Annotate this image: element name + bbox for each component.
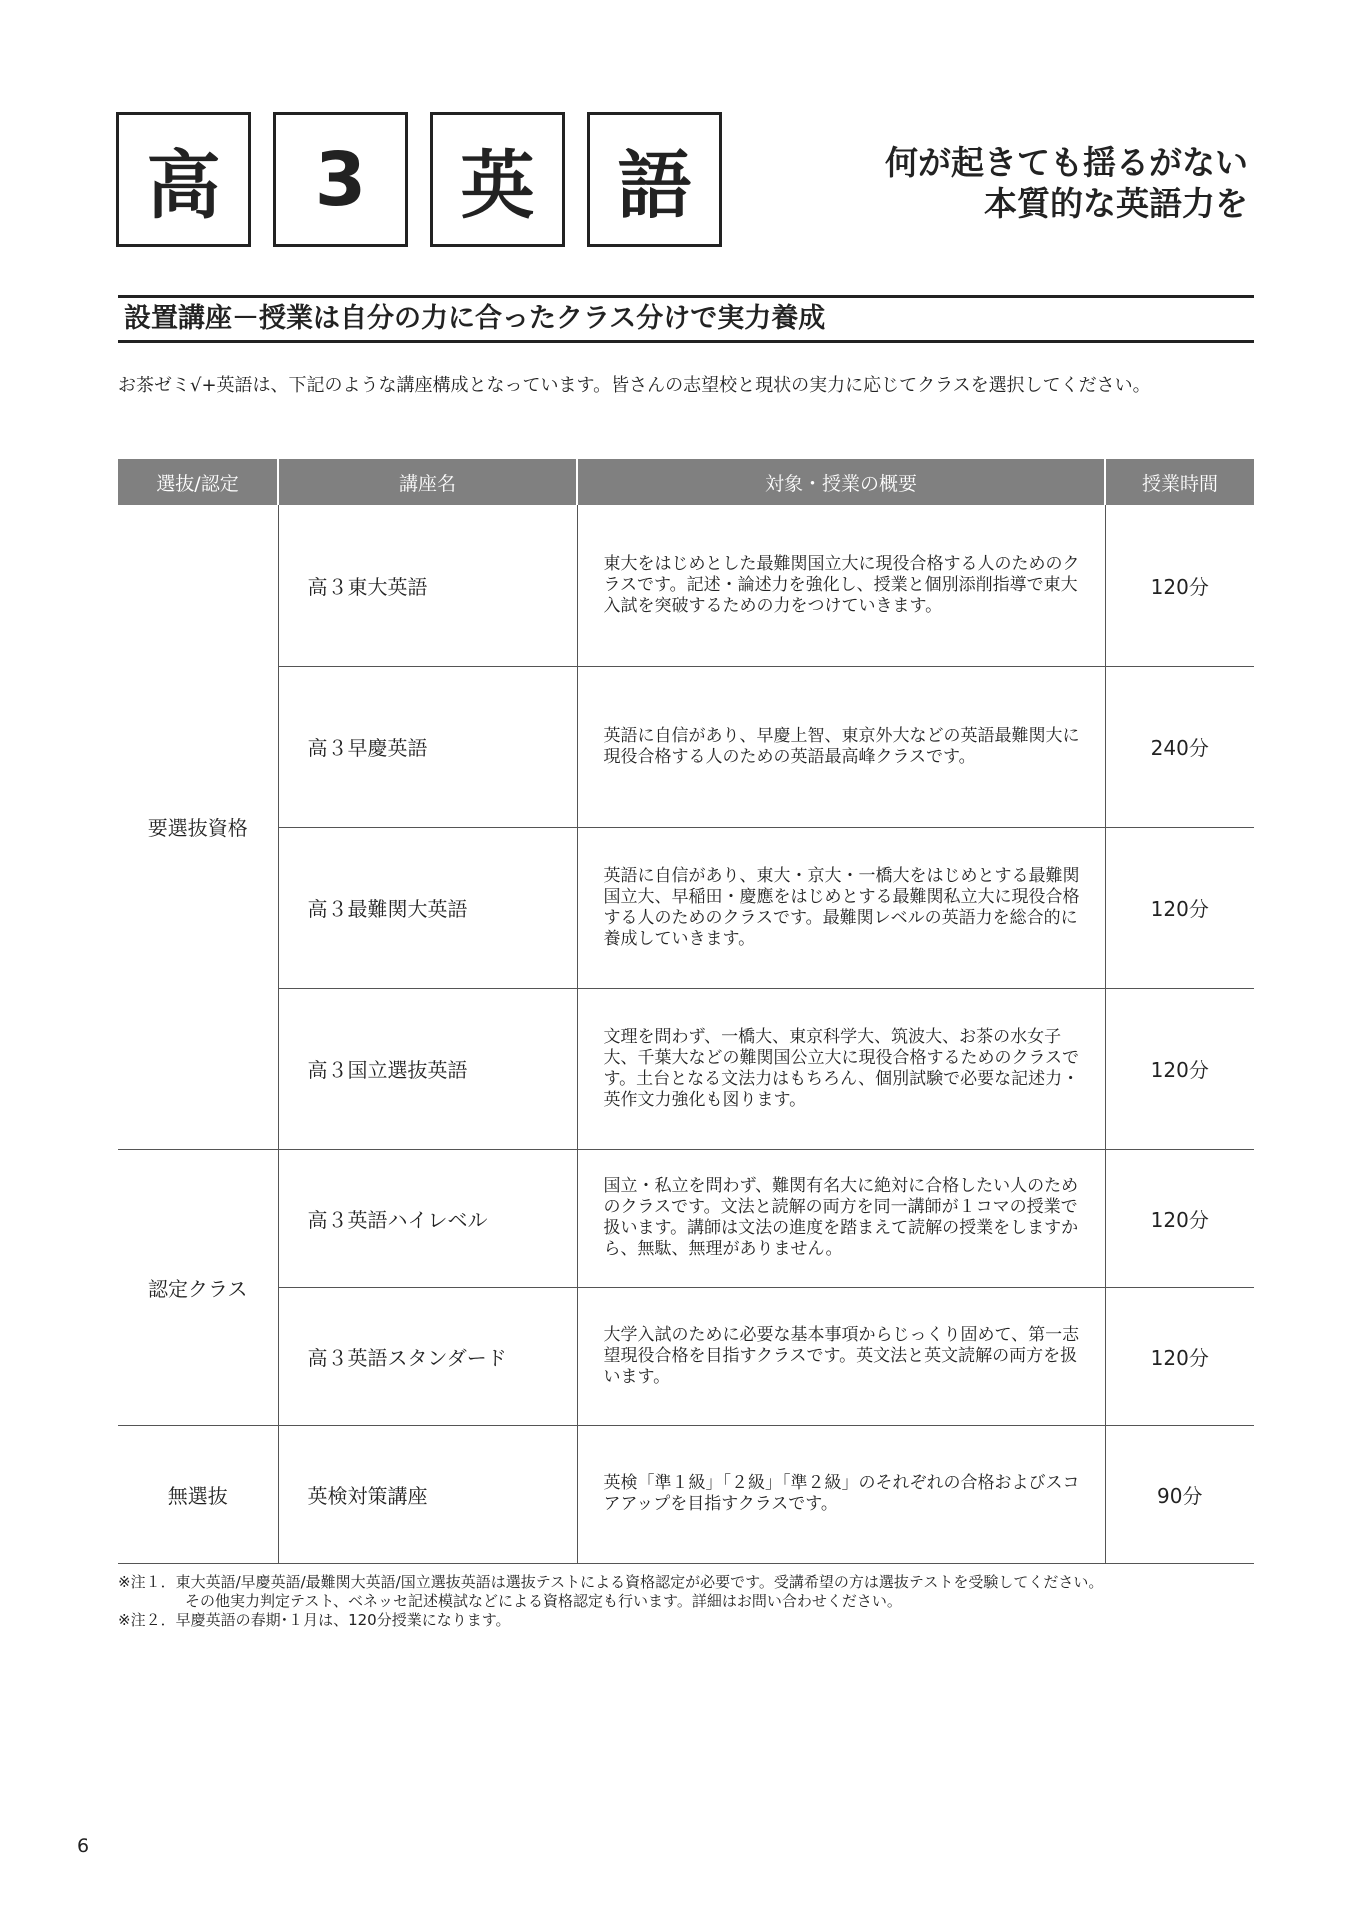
table-row [118, 1287, 1254, 1425]
header-overview: 対象・授業の概要 [577, 459, 1105, 505]
course-description-cell: 国立・私立を問わず、難関有名大に絶対に合格したい人のためのクラスです。文法と読解の両方を同一講師が１コマの授業で扱います。講師は文法の進度を踏まえて読解の授業をしますから、無駄、無理がありません。 [577, 1149, 1105, 1287]
title-boxes [116, 112, 722, 247]
selection-cell: 無選抜 [118, 1425, 278, 1563]
course-time-cell: 120分 [1105, 1149, 1254, 1287]
table-header-row [118, 459, 1254, 505]
page-number: 6 [77, 1835, 90, 1857]
course-table [118, 459, 1254, 1564]
course-name-cell: 高３国立選抜英語 [278, 988, 577, 1149]
course-time-cell: 120分 [1105, 827, 1254, 988]
table-row [118, 666, 1254, 827]
course-time-cell: 120分 [1105, 1287, 1254, 1425]
course-time-cell: 120分 [1105, 505, 1254, 666]
table-row [118, 1425, 1254, 1563]
catchphrase-line-2: 本質的な英語力を [984, 184, 1248, 223]
title-char-box: 高 [116, 112, 251, 247]
course-description-cell: 英語に自信があり、東大・京大・一橋大をはじめとする最難関国立大、早稲田・慶應をはじめとする最難関私立大に現役合格する人のためのクラスです。最難関レベルの英語力を総合的に養成していきます。 [577, 827, 1105, 988]
course-description-cell: 文理を問わず、一橋大、東京科学大、筑波大、お茶の水女子大、千葉大などの難関国公立大に現役合格するためのクラスです。土台となる文法力はもちろん、個別試験で必要な記述力・英作文力強化も図ります。 [577, 988, 1105, 1149]
course-time-cell: 240分 [1105, 666, 1254, 827]
selection-cell: 認定クラス [118, 1149, 278, 1425]
course-name-cell: 高３東大英語 [278, 505, 577, 666]
course-description-cell: 大学入試のために必要な基本事項からじっくり固めて、第一志望現役合格を目指すクラスです。英文法と英文読解の両方を扱います。 [577, 1287, 1105, 1425]
table-row [118, 988, 1254, 1149]
title-char-box: 英 [430, 112, 565, 247]
table-row [118, 827, 1254, 988]
table-row [118, 505, 1254, 666]
course-description-cell: 英語に自信があり、早慶上智、東京外大などの英語最難関大に現役合格する人のための英語最高峰クラスです。 [577, 666, 1105, 827]
selection-cell: 要選抜資格 [118, 505, 278, 1149]
intro-text: お茶ゼミ√+英語は、下記のような講座構成となっています。皆さんの志望校と現状の実力に応じてクラスを選択してください。 [118, 375, 1151, 396]
course-description-cell: 英検「準１級」「２級」「準２級」のそれぞれの合格およびスコアアップを目指すクラスです。 [577, 1425, 1105, 1563]
footnotes [118, 1573, 1254, 1630]
course-name-cell: 英検対策講座 [278, 1425, 577, 1563]
note-1-continued: その他実力判定テスト、ベネッセ記述模試などによる資格認定も行います。詳細はお問い合わせください。 [185, 1592, 902, 1610]
catchphrase [885, 142, 1248, 224]
header-course-name: 講座名 [278, 459, 577, 505]
note-1: ※注１．東大英語/早慶英語/最難関大英語/国立選抜英語は選抜テストによる資格認定が必要です。受講希望の方は選抜テストを受験してください。 [118, 1573, 1104, 1591]
header-selection: 選抜/認定 [118, 459, 278, 505]
course-name-cell: 高３最難関大英語 [278, 827, 577, 988]
title-char-box: 語 [587, 112, 722, 247]
note-2: ※注２．早慶英語の春期･１月は、120分授業になります。 [118, 1611, 511, 1629]
title-char-box: 3 [273, 112, 408, 247]
course-time-cell: 120分 [1105, 988, 1254, 1149]
section-heading: 設置講座－授業は自分の力に合ったクラス分けで実力養成 [118, 295, 1254, 343]
course-name-cell: 高３英語スタンダード [278, 1287, 577, 1425]
course-time-cell: 90分 [1105, 1425, 1254, 1563]
catchphrase-line-1: 何が起きても揺るがない [885, 143, 1248, 182]
header-lesson-time: 授業時間 [1105, 459, 1254, 505]
course-name-cell: 高３英語ハイレベル [278, 1149, 577, 1287]
course-description-cell: 東大をはじめとした最難関国立大に現役合格する人のためのクラスです。記述・論述力を強化し、授業と個別添削指導で東大入試を突破するための力をつけていきます。 [577, 505, 1105, 666]
table-row [118, 1149, 1254, 1287]
course-name-cell: 高３早慶英語 [278, 666, 577, 827]
